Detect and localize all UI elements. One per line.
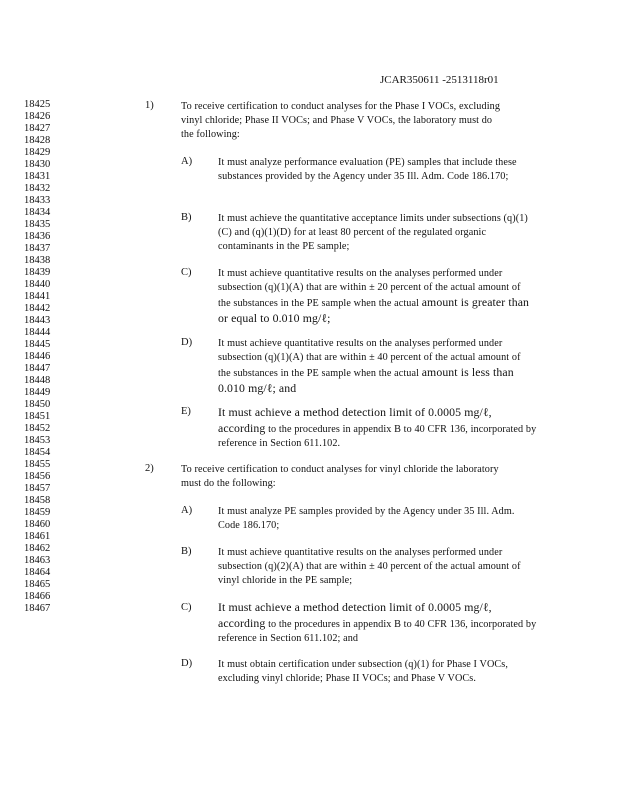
line-number: 18427 [24, 123, 51, 134]
page-header: JCAR350611 -2513118r01 [380, 74, 499, 86]
line-number: 18445 [24, 339, 51, 350]
item-2c-text-small: to the procedures in appendix B to 40 CFR 136, incorporated by reference in Section 611.102; and [218, 619, 537, 644]
line-number: 18438 [24, 255, 51, 266]
item-2c-text-big: It must achieve a method detection limit of 0.0005 mg/ℓ, according [218, 600, 492, 630]
item-1e-text-small: to the procedures in appendix B to 40 CFR 136, incorporated by reference in Section 611.102. [218, 424, 537, 449]
item-1b-letter: B) [181, 212, 192, 223]
item-1a-text: It must analyze performance evaluation (PE) samples that include these substances provided by the Agency under 35 Ill. Adm. Code 186.170; [218, 157, 517, 182]
item-2b-text: It must achieve quantitative results on the analyses performed under subsection (q)(2)(A) that are within ± 40 percent of the actual amount of vinyl chloride in the PE sample; [218, 547, 521, 586]
line-number: 18457 [24, 483, 51, 494]
item-1d-letter: D) [181, 337, 193, 348]
line-number: 18444 [24, 327, 51, 338]
item-2-number: 2) [145, 463, 154, 474]
item-1-text: To receive certification to conduct analyses for the Phase I VOCs, excluding vinyl chloride; Phase II VOCs; and Phase V VOCs, the laboratory must do the following: [181, 101, 501, 140]
line-number: 18452 [24, 423, 51, 434]
line-number: 18453 [24, 435, 51, 446]
item-1e-text [218, 405, 538, 451]
line-number: 18454 [24, 447, 51, 458]
line-number: 18443 [24, 315, 51, 326]
line-number: 18430 [24, 159, 51, 170]
item-1b-text: It must achieve the quantitative acceptance limits under subsections (q)(1)(C) and (q)(1)(D) for at least 80 percent of the regulated organic contaminants in the PE sample; [218, 213, 528, 252]
item-1c-text [218, 267, 532, 327]
item-1e-text-big: It must achieve a method detection limit of 0.0005 mg/ℓ, according [218, 405, 492, 435]
line-number: 18466 [24, 591, 51, 602]
line-number: 18439 [24, 267, 51, 278]
line-number: 18458 [24, 495, 51, 506]
line-number: 18431 [24, 171, 51, 182]
line-number: 18463 [24, 555, 51, 566]
line-number: 18425 [24, 99, 51, 110]
line-number: 18435 [24, 219, 51, 230]
item-2d-letter: D) [181, 658, 193, 669]
line-number: 18442 [24, 303, 51, 314]
line-number: 18441 [24, 291, 51, 302]
line-number: 18446 [24, 351, 51, 362]
item-1d-text [218, 337, 532, 397]
line-number: 18462 [24, 543, 51, 554]
line-number: 18459 [24, 507, 51, 518]
line-number: 18465 [24, 579, 51, 590]
item-2a-text: It must analyze PE samples provided by the Agency under 35 Ill. Adm. Code 186.170; [218, 506, 515, 531]
line-number: 18456 [24, 471, 51, 482]
line-number: 18467 [24, 603, 51, 614]
line-number: 18450 [24, 399, 51, 410]
line-number: 18449 [24, 387, 51, 398]
item-2a-letter: A) [181, 505, 193, 516]
line-number: 18440 [24, 279, 51, 290]
item-1-number: 1) [145, 100, 154, 111]
line-numbers [24, 99, 64, 615]
line-number: 18434 [24, 207, 51, 218]
line-number: 18461 [24, 531, 51, 542]
item-1d-text-big: amount is less than 0.010 mg/ℓ; and [218, 365, 514, 395]
line-number: 18437 [24, 243, 51, 254]
line-number: 18426 [24, 111, 51, 122]
line-number: 18432 [24, 183, 51, 194]
item-1a-letter: A) [181, 156, 193, 167]
item-1c-text-small: It must achieve quantitative results on the analyses performed under subsection (q)(1)(A) that are within ± 20 percent of the actual amount of the substances in the PE sample when the actual [218, 268, 521, 309]
item-2b-letter: B) [181, 546, 192, 557]
item-1c-text-big: amount is greater than or equal to 0.010 mg/ℓ; [218, 295, 530, 325]
line-number: 18451 [24, 411, 51, 422]
line-number: 18447 [24, 363, 51, 374]
line-number: 18429 [24, 147, 51, 158]
item-1d-text-small: It must achieve quantitative results on the analyses performed under subsection (q)(1)(A) that are within ± 40 percent of the actual amount of the substances in the PE sample when the actual [218, 338, 521, 379]
line-number: 18433 [24, 195, 51, 206]
line-number: 18455 [24, 459, 51, 470]
item-2d-text: It must obtain certification under subsection (q)(1) for Phase I VOCs, excluding vinyl chloride; Phase II VOCs; and Phase V VOCs. [218, 659, 509, 684]
line-number: 18428 [24, 135, 51, 146]
line-number: 18436 [24, 231, 51, 242]
item-2-text: To receive certification to conduct analyses for vinyl chloride the laboratory must do the following: [181, 464, 499, 489]
item-2c-letter: C) [181, 602, 192, 613]
line-number: 18448 [24, 375, 51, 386]
item-1c-letter: C) [181, 267, 192, 278]
line-number: 18464 [24, 567, 51, 578]
item-2c-text [218, 600, 538, 646]
item-1e-letter: E) [181, 406, 191, 417]
line-number: 18460 [24, 519, 51, 530]
